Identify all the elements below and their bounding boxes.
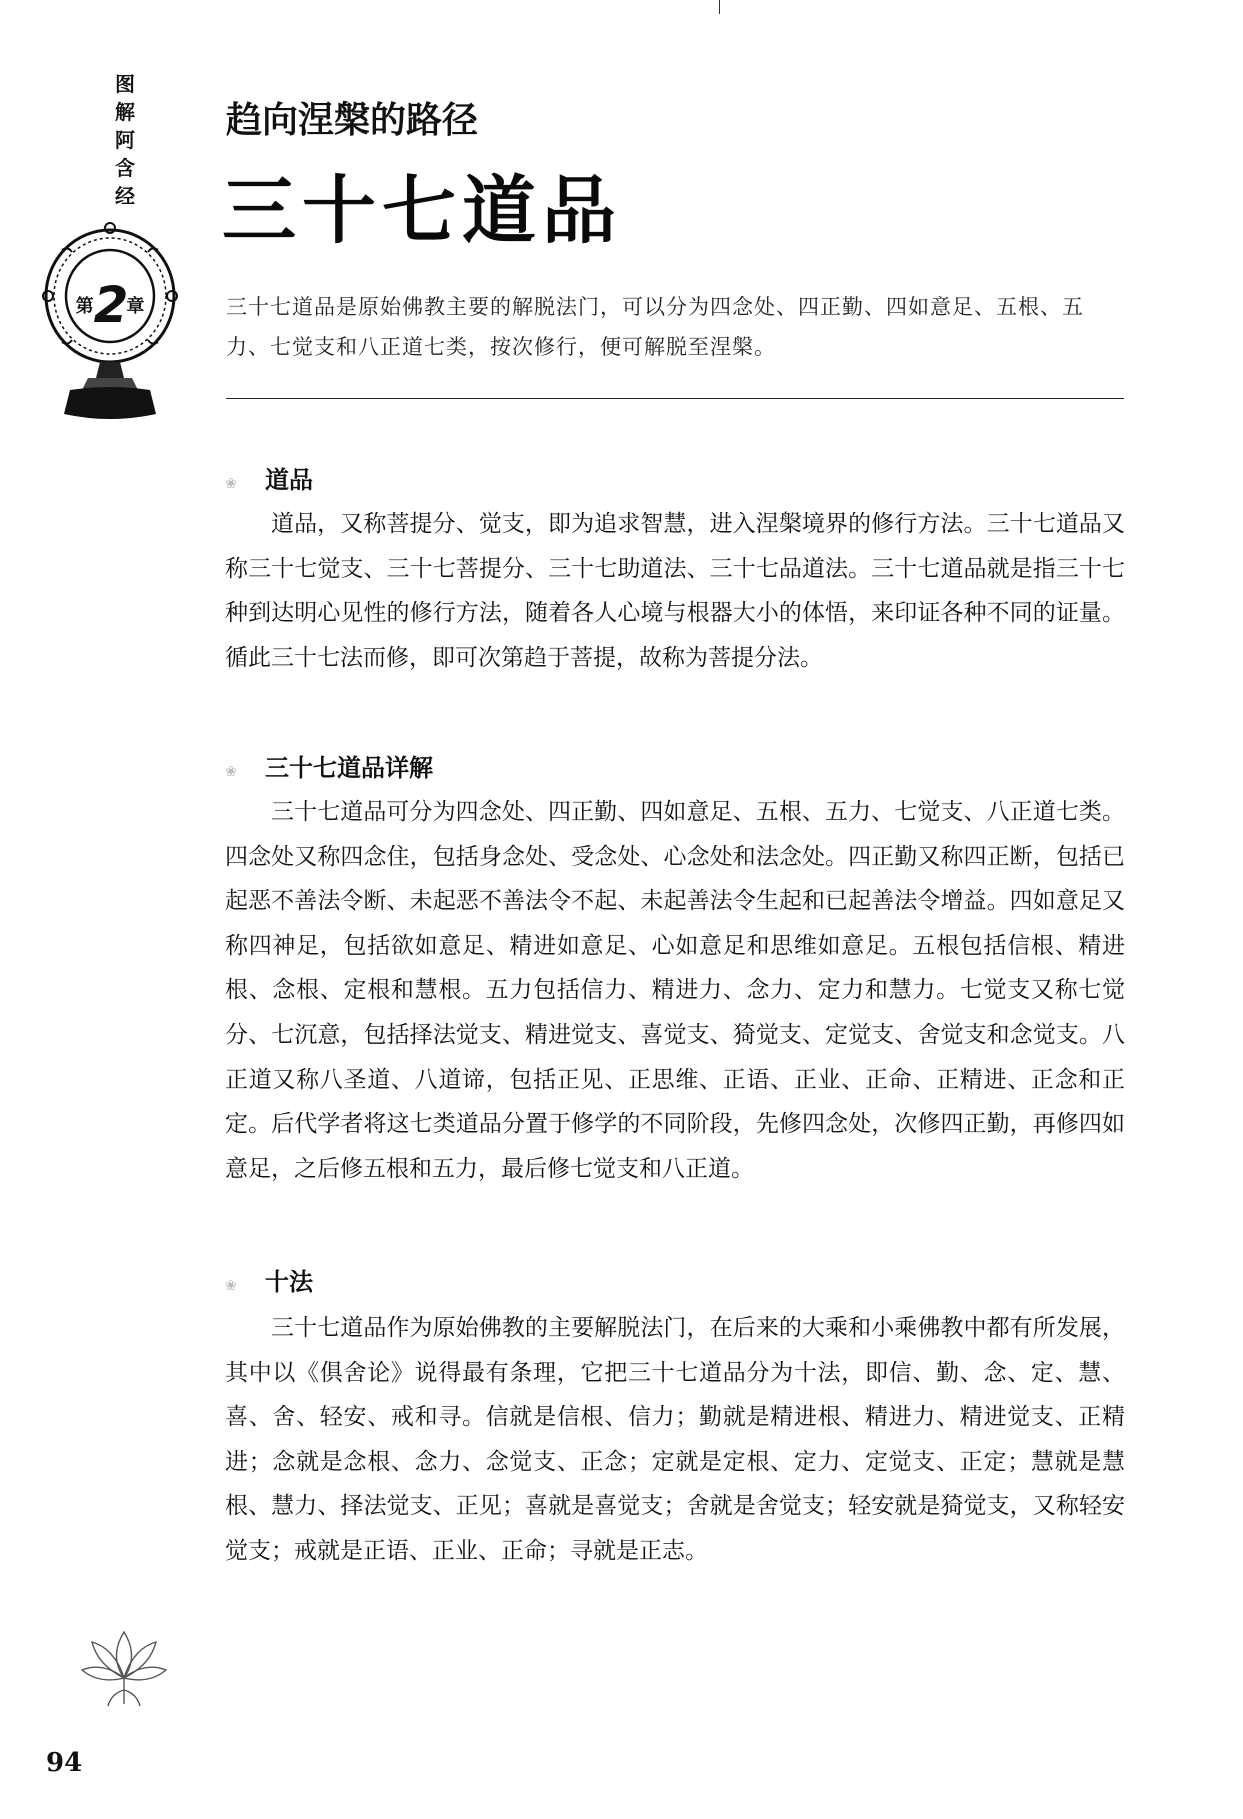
chapter-kicker: 趋向涅槃的路径 (226, 100, 479, 141)
top-margin-mark (719, 0, 720, 14)
chapter-title: 三十七道品 (222, 168, 622, 254)
page-number: 94 (46, 1748, 83, 1778)
section-heading (225, 748, 433, 783)
section-body: 道品，又称菩提分、觉支，即为追求智慧，进入涅槃境界的修行方法。三十七道品又称三十七觉支、三十七菩提分、三十七助道法、三十七品道法。三十七道品就是指三十七种到达明心见性的修行方法，随着各人心境与根器大小的体悟，来印证各种不同的证量。循此三十七法而修，即可次第趋于菩提，故称为菩提分法。 (225, 511, 1125, 671)
section-bullet-icon: ❀ (225, 1278, 237, 1294)
section-bullet-icon: ❀ (225, 476, 237, 492)
section-body: 三十七道品可分为四念处、四正勤、四如意足、五根、五力、七觉支、八正道七类。四念处又称四念住，包括身念处、受念处、心念处和法念处。四正勤又称四正断，包括已起恶不善法令断、未起恶不善法令不起、未起善法令生起和已起善法令增益。四如意足又称四神足，包括欲如意足、精进如意足、心如意足和思维如意足。五根包括信根、精进根、念根、定根和慧根。五力包括信力、精进力、念力、定力和慧力。七觉支又称七觉分、七沉意，包括择法觉支、精进觉支、喜觉支、猗觉支、定觉支、舍觉支和念觉支。八正道又称八圣道、八道谛，包括正见、正思维、正语、正业、正命、正精进、正念和正定。后代学者将这七类道品分置于修学的不同阶段，先修四念处，次修四正勤，再修四如意足，之后修五根和五力，最后修七觉支和八正道。 (225, 799, 1125, 1182)
book-title-char: 阿 (115, 128, 135, 152)
divider (226, 398, 1124, 399)
lotus-ornament-icon (74, 1620, 174, 1710)
book-title-char: 图 (115, 72, 135, 96)
section-heading-text: 十法 (265, 1268, 313, 1296)
book-title-char: 解 (115, 100, 135, 124)
section-bullet-icon: ❀ (225, 764, 237, 780)
chapter-badge (40, 218, 180, 428)
book-title-char: 经 (115, 184, 135, 208)
section-heading-text: 三十七道品详解 (265, 754, 433, 782)
chapter-intro: 三十七道品是原始佛教主要的解脱法门，可以分为四念处、四正勤、四如意足、五根、五力、七觉支和八正道七类，按次修行，便可解脱至涅槃。 (226, 295, 1084, 359)
book-title-vertical (110, 70, 140, 210)
chapter-number-label (40, 276, 180, 334)
section-heading (225, 1262, 313, 1297)
book-title-char: 含 (115, 156, 135, 180)
chapter-number: 2 (93, 276, 127, 334)
chapter-prefix: 第 (75, 296, 94, 317)
section-body: 三十七道品作为原始佛教的主要解脱法门，在后来的大乘和小乘佛教中都有所发展，其中以《俱舍论》说得最有条理，它把三十七道品分为十法，即信、勤、念、定、慧、喜、舍、轻安、戒和寻。信就是信根、信力；勤就是精进根、精进力、精进觉支、正精进；念就是念根、念力、念觉支、正念；定就是定根、定力、定觉支、正定；慧就是慧根、慧力、择法觉支、正见；喜就是喜觉支；舍就是舍觉支；轻安就是猗觉支，又称轻安觉支；戒就是正语、正业、正命；寻就是正志。 (225, 1315, 1125, 1564)
section-heading (225, 460, 313, 495)
chapter-suffix: 章 (126, 296, 145, 317)
section-heading-text: 道品 (265, 466, 313, 494)
